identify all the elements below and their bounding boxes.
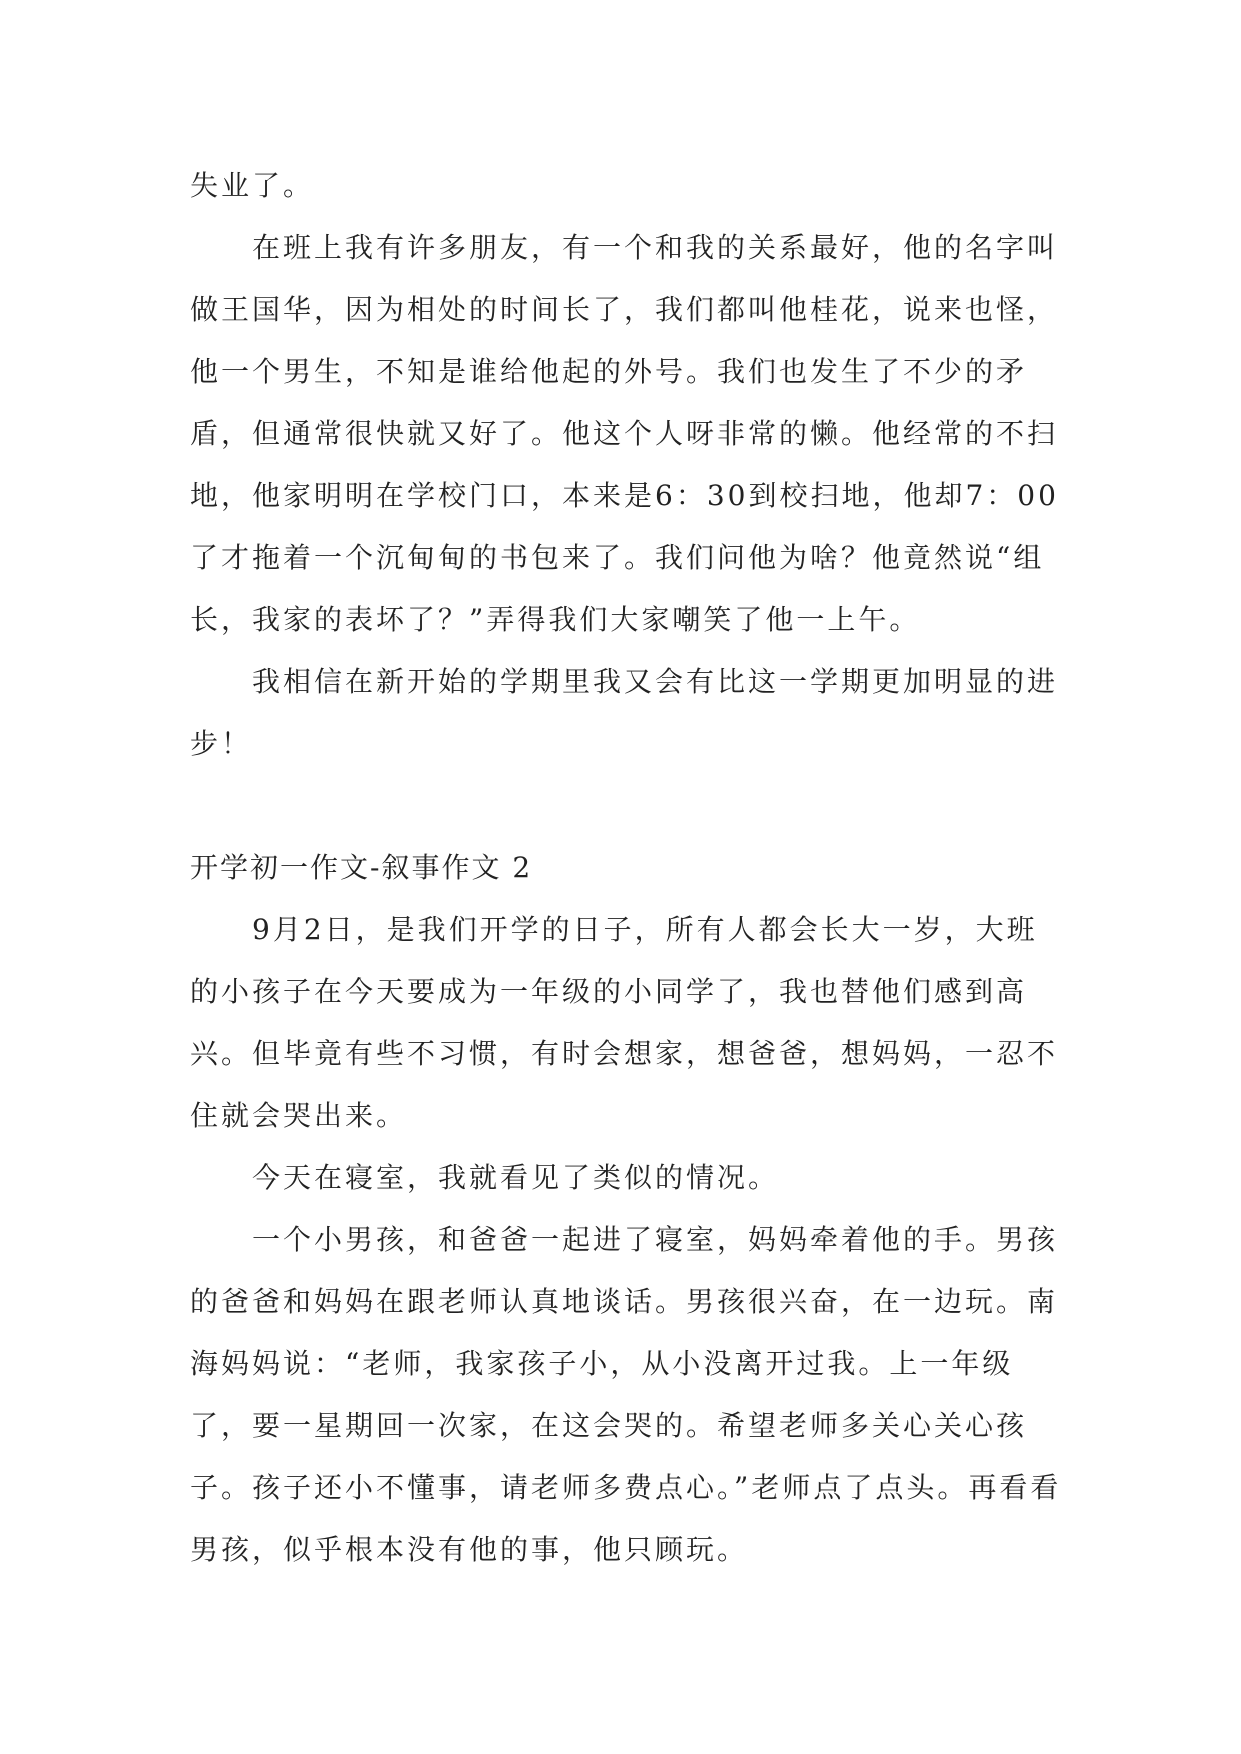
paragraph-little-boy: 一个小男孩，和爸爸一起进了寝室，妈妈牵着他的手。男孩的爸爸和妈妈在跟老师认真地谈话。男孩很兴奋，在一边玩。南海妈妈说：“老师，我家孩子小，从小没离开过我。上一年级了，要一星期回一次家，在这会哭的。希望老师多关心关心孩子。孩子还小不懂事，请老师多费点心。”老师点了点头。再看看男孩，似乎根本没有他的事，他只顾玩。 bbox=[190, 1223, 1062, 1566]
document-body bbox=[190, 155, 1065, 1581]
essay-heading: 开学初一作文-叙事作文 2 bbox=[190, 851, 533, 884]
paragraph-friends: 在班上我有许多朋友，有一个和我的关系最好，他的名字叫做王国华，因为相处的时间长了，我们都叫他桂花，说来也怪，他一个男生，不知是谁给他起的外号。我们也发生了不少的矛盾，但通常很快就又好了。他这个人呀非常的懒。他经常的不扫地，他家明明在学校门口，本来是6：30到校扫地，他却7：00了才拖着一个沉甸甸的书包来了。我们问他为啥？他竟然说“组长，我家的表坏了？”弄得我们大家嘲笑了他一上午。 bbox=[190, 231, 1059, 636]
paragraph-progress: 我相信在新开始的学期里我又会有比这一学期更加明显的进步！ bbox=[190, 665, 1059, 760]
paragraph-dormitory: 今天在寝室，我就看见了类似的情况。 bbox=[252, 1161, 780, 1194]
paragraph-continuation: 失业了。 bbox=[190, 169, 315, 202]
section-gap bbox=[190, 775, 1065, 837]
paragraph-school-start: 9月2日，是我们开学的日子，所有人都会长大一岁，大班的小孩子在今天要成为一年级的小同学了，我也替他们感到高兴。但毕竟有些不习惯，有时会想家，想爸爸，想妈妈，一忍不住就会哭出来。 bbox=[190, 913, 1059, 1132]
